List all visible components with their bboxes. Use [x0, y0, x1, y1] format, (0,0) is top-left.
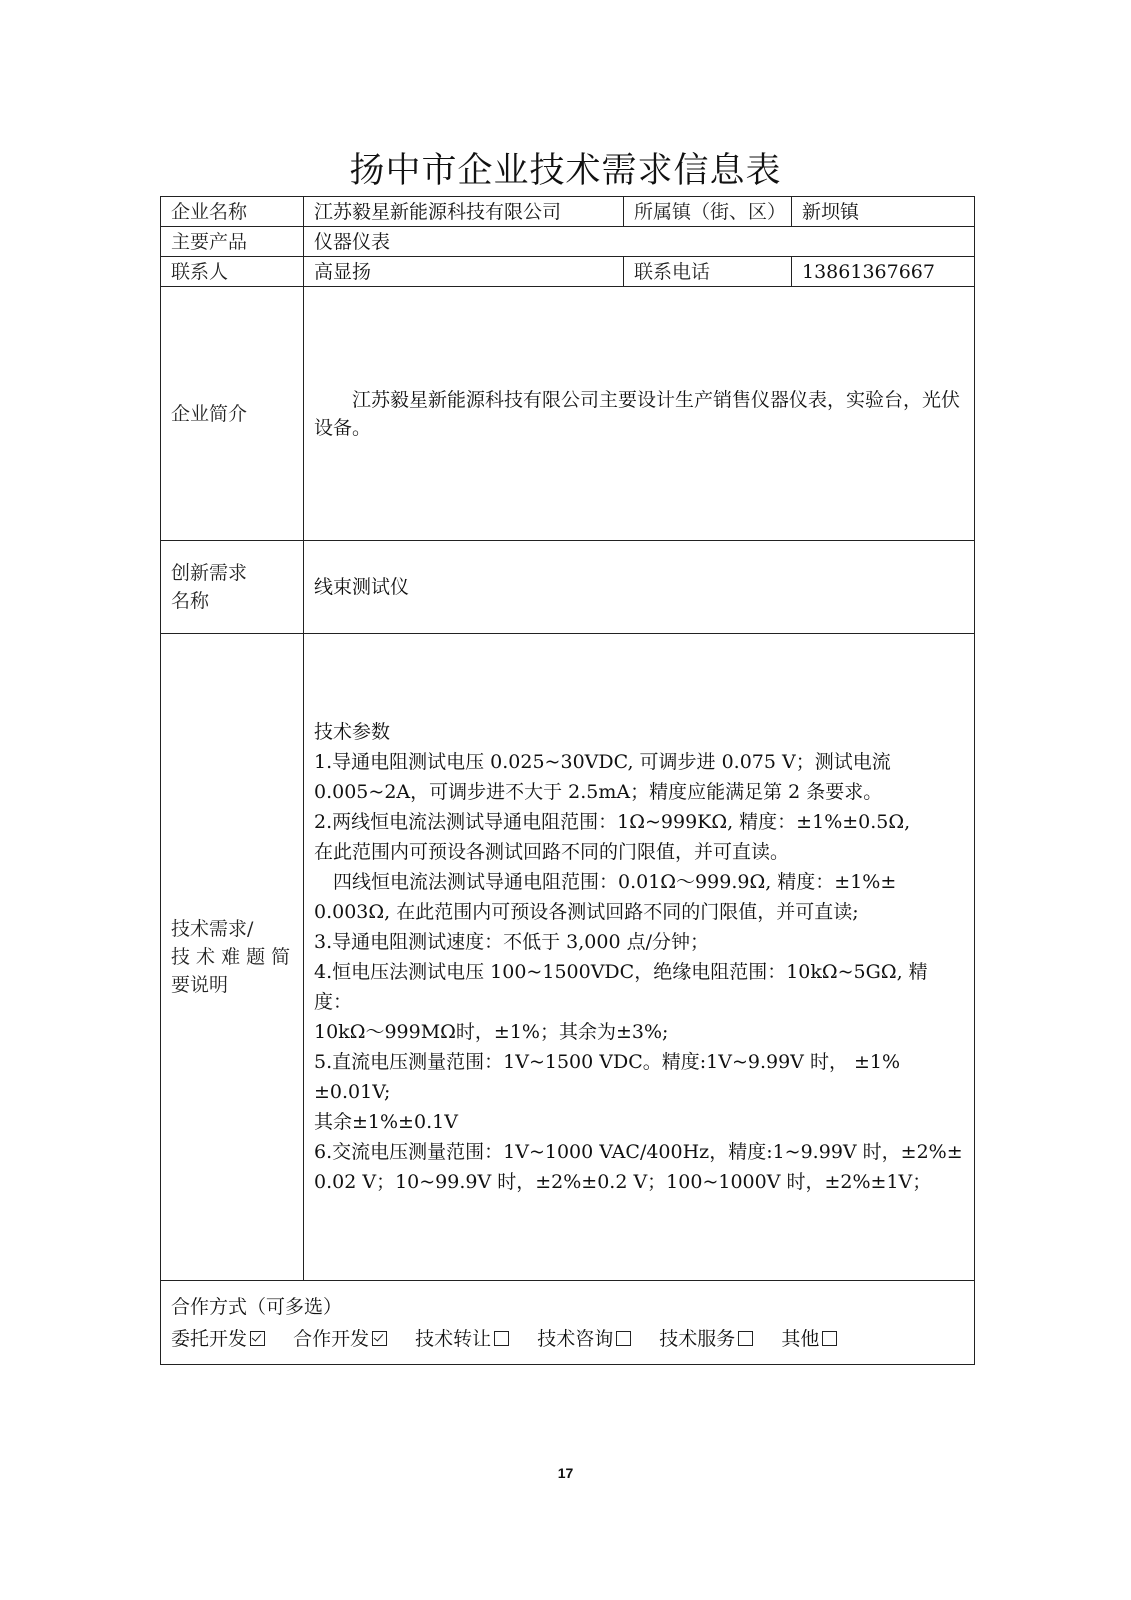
- option-label: 技术服务: [659, 1327, 736, 1350]
- option-label: 委托开发: [171, 1327, 248, 1350]
- option-tech-service[interactable]: [659, 1328, 753, 1350]
- option-label: 技术转让: [415, 1327, 492, 1350]
- tech-line: 在此范围内可预设各测试回路不同的门限值，并可直读。: [314, 841, 790, 863]
- option-other[interactable]: [781, 1328, 837, 1350]
- row-need-name: [161, 541, 975, 634]
- phone-value: 13861367667: [792, 257, 975, 287]
- tech-line: 10kΩ～999MΩ时，±1%；其余为±3%;: [314, 1021, 669, 1043]
- tech-need-description: [304, 634, 975, 1281]
- checkbox-empty-icon[interactable]: [494, 1331, 509, 1346]
- page-title: 扬中市企业技术需求信息表: [349, 151, 782, 191]
- main-product-label: 主要产品: [161, 227, 304, 257]
- tech-need-label-line1: 技术需求/: [171, 918, 254, 940]
- row-cooperation: [161, 1281, 975, 1365]
- town-label: 所属镇（街、区）: [624, 197, 792, 227]
- town-value: 新坝镇: [792, 197, 975, 227]
- cooperation-cell: [161, 1281, 975, 1365]
- option-joint-dev[interactable]: [293, 1328, 387, 1350]
- contact-person-label: 联系人: [161, 257, 304, 287]
- checkbox-empty-icon[interactable]: [822, 1331, 837, 1346]
- tech-line: 3.导通电阻测试速度：不低于 3,000 点/分钟；: [314, 931, 710, 953]
- tech-line: 5.直流电压测量范围：1V~1500 VDC。精度:1V~9.99V 时， ±1%±0.01V;: [314, 1051, 901, 1103]
- company-intro-value: 江苏毅星新能源科技有限公司主要设计生产销售仪器仪表，实验台，光伏设备。: [304, 287, 975, 541]
- cooperation-options: [171, 1323, 964, 1355]
- tech-line: 4.恒电压法测试电压 100~1500VDC，绝缘电阻范围：10kΩ~5GΩ, 精度：: [314, 961, 928, 1013]
- innovation-need-label-line1: 创新需求: [171, 562, 248, 584]
- company-intro-label: 企业简介: [161, 287, 304, 541]
- row-contact: [161, 257, 975, 287]
- innovation-need-label: [161, 541, 304, 634]
- option-label: 合作开发: [293, 1327, 370, 1350]
- requirement-form-table: [160, 196, 975, 1365]
- innovation-need-value: 线束测试仪: [304, 541, 975, 634]
- innovation-need-label-line2: 名称: [171, 590, 210, 612]
- page-number: 17: [557, 1465, 574, 1481]
- tech-line: 其余±1%±0.1V: [314, 1111, 458, 1133]
- row-product: [161, 227, 975, 257]
- tech-line: 四线恒电流法测试导通电阻范围：0.01Ω～999.9Ω, 精度：±1%±: [333, 871, 897, 893]
- tech-need-label-line2: 技 术 难 题 简: [171, 946, 291, 968]
- checkbox-checked-icon[interactable]: [250, 1331, 265, 1346]
- tech-line: 0.003Ω, 在此范围内可预设各测试回路不同的门限值，并可直读;: [314, 901, 859, 923]
- company-name-label: 企业名称: [161, 197, 304, 227]
- tech-heading: 技术参数: [314, 721, 391, 743]
- company-name-value: 江苏毅星新能源科技有限公司: [304, 197, 624, 227]
- checkbox-checked-icon[interactable]: [372, 1331, 387, 1346]
- tech-need-label: [161, 634, 304, 1281]
- contact-person-value: 高显扬: [304, 257, 624, 287]
- checkbox-empty-icon[interactable]: [738, 1331, 753, 1346]
- row-intro: [161, 287, 975, 541]
- tech-line: 1.导通电阻测试电压 0.025~30VDC, 可调步进 0.075 V；测试电流: [314, 751, 891, 773]
- option-tech-transfer[interactable]: [415, 1328, 509, 1350]
- row-company: [161, 197, 975, 227]
- tech-line: 0.02 V；10~99.9V 时，±2%±0.2 V；100~1000V 时，±2%±1V；: [314, 1171, 932, 1193]
- option-tech-consulting[interactable]: [537, 1328, 631, 1350]
- phone-label: 联系电话: [624, 257, 792, 287]
- checkbox-empty-icon[interactable]: [616, 1331, 631, 1346]
- option-commissioned-dev[interactable]: [171, 1328, 265, 1350]
- cooperation-title: 合作方式（可多选）: [171, 1295, 343, 1318]
- row-tech: [161, 634, 975, 1281]
- tech-line: 6.交流电压测量范围：1V~1000 VAC/400Hz，精度:1~9.99V 时，±2%±: [314, 1141, 963, 1163]
- tech-line: 0.005~2A，可调步进不大于 2.5mA；精度应能满足第 2 条要求。: [314, 781, 883, 803]
- option-label: 其他: [781, 1327, 820, 1350]
- tech-need-label-line3: 要说明: [171, 974, 229, 996]
- main-product-value: 仪器仪表: [304, 227, 975, 257]
- tech-line: 2.两线恒电流法测试导通电阻范围：1Ω~999KΩ, 精度：±1%±0.5Ω,: [314, 811, 911, 833]
- option-label: 技术咨询: [537, 1327, 614, 1350]
